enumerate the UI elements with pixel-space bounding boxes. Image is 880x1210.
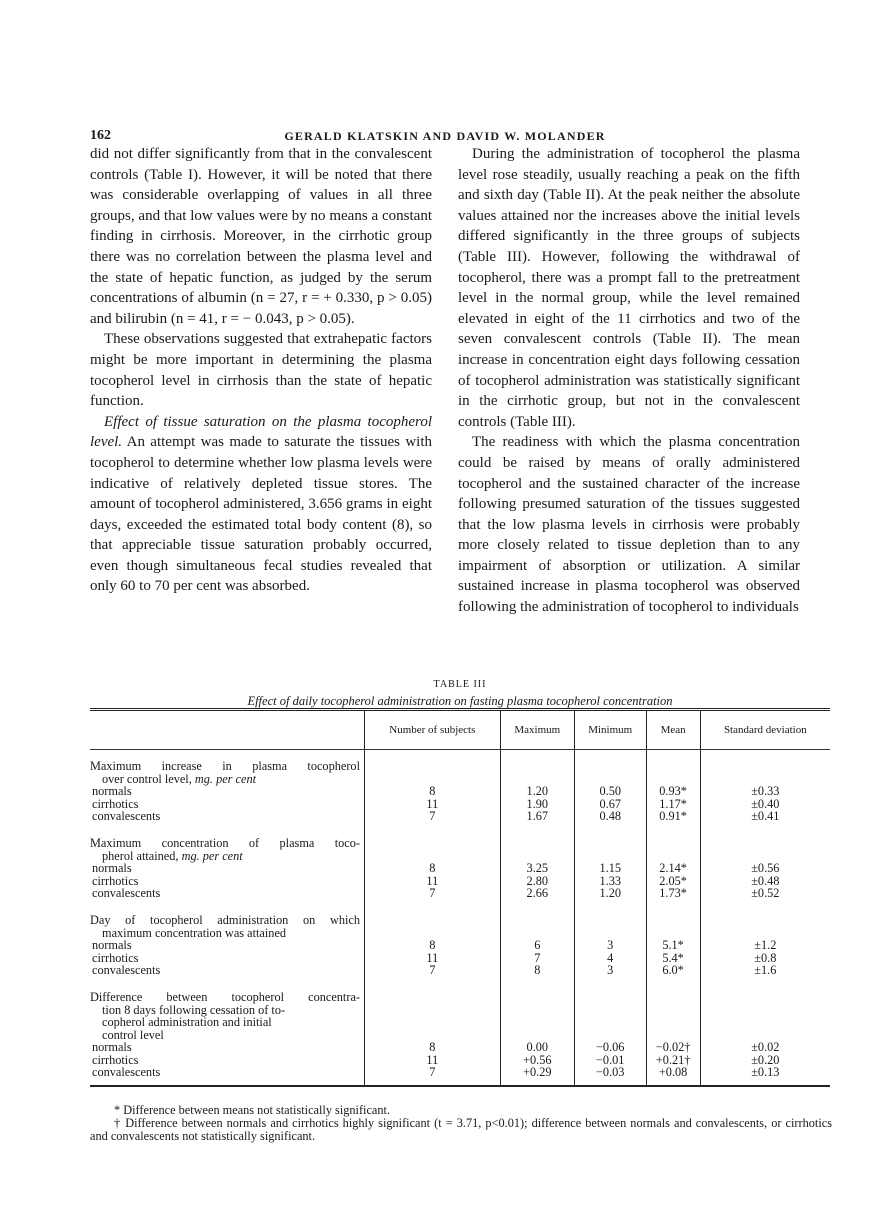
table-cell: 2.14* [646,862,700,875]
table-row [90,798,830,811]
row-label: cirrhotics [92,873,139,888]
row-label: normals [92,938,132,953]
table-cell: 7 [365,964,501,977]
table-cell: 8 [365,939,501,952]
empty-cell [500,823,574,862]
paragraph-text: An attempt was made to saturate the tissues with tocopherol to determine whether low plasma levels were indicative of relatively depleted tissue stores. The amount of tocopherol administered, 3.656 grams in eight days, exceeded the estimated total body content (8), so that appreciable tissue saturation probably occurred, even though simultaneous fecal studies revealed that only 60 to 70 per cent was absorbed. [90,434,432,595]
heading-text: control level [102,1027,164,1042]
group-heading-row [90,977,830,1041]
table-row [90,964,830,977]
table-cell: 11 [365,952,501,965]
table-cell: 5.1* [646,939,700,952]
column-header: Maximum [500,710,574,750]
footnote: † Difference between normals and cirrhotics highly significant (t = 3.71, p<0.01); difference between normals and convalescents, or cirrhotics and convalescents not statistically significant. [90,1116,832,1143]
table-cell: ±0.13 [700,1066,830,1086]
empty-cell [700,900,830,939]
table-cell: +0.29 [500,1066,574,1086]
group-heading-row [90,750,830,786]
page-number: 162 [90,128,111,143]
paragraph: During the administration of tocopherol the plasma level rose steadily, usually reaching a peak on the fifth and sixth day (Table II). At the peak neither the absolute values attained nor the increases above the initial levels differed significantly in the three groups of subjects (Table III). However, following the withdrawal of tocopherol, there was a prompt fall to the pretreatment level in the normal group, while the level remained elevated in eight of the 11 cirrhotics and two of the seven convalescent controls (Table II). The mean increase in concentration eight days following cessation of tocopherol administration was statistically significant in the cirrhotic group, but not in the convalescent controls (Table III). [458,146,800,430]
table-cell: 8 [365,1041,501,1054]
group-heading-row [90,823,830,862]
empty-cell [646,977,700,1041]
empty-cell [574,900,646,939]
heading-text: pherol attained, [102,848,182,863]
table-cell: 0.91* [646,810,700,823]
table-cell: 0.93* [646,785,700,798]
group-heading [90,823,365,862]
row-label: convalescents [92,886,161,901]
row-label: convalescents [92,963,161,978]
empty-cell [365,750,501,786]
empty-cell [646,750,700,786]
table-cell: 8 [500,964,574,977]
table-cell: ±0.8 [700,952,830,965]
footnote: * Difference between means not statistically significant. [114,1103,391,1117]
heading-text: maximum concentration was attained [102,925,287,940]
table-row [90,952,830,965]
table-cell: +0.56 [500,1054,574,1067]
heading-text: Difference between tocopherol concentra- [90,989,360,1004]
table-cell: 7 [500,952,574,965]
section-heading: Effect of tissue saturation on the plasma tocopherol level. [90,413,432,451]
empty-cell [500,750,574,786]
table-cell: 4 [574,952,646,965]
empty-cell [365,823,501,862]
empty-cell [365,977,501,1041]
table-cell: ±0.56 [700,862,830,875]
table-cell: ±0.40 [700,798,830,811]
table-row [90,785,830,798]
table-cell: −0.02† [646,1041,700,1054]
table-cell: 1.15 [574,862,646,875]
empty-cell [700,750,830,786]
group-heading [90,900,365,939]
column-header: Number of subjects [365,710,501,750]
data-table [90,708,830,1087]
column-header: Minimum [574,710,646,750]
table-cell: ±1.2 [700,939,830,952]
table-cell: 0.67 [574,798,646,811]
paragraph: These observations suggested that extrahepatic factors might be more important in determining the plasma tocopherol level in cirrhosis than the state of hepatic function. [90,331,432,410]
empty-cell [574,750,646,786]
row-label: cirrhotics [92,796,139,811]
heading-text: Maximum increase in plasma tocopherol [90,759,360,773]
table-cell: −0.01 [574,1054,646,1067]
table-cell: 2.05* [646,875,700,888]
table-cell: 0.00 [500,1041,574,1054]
table-cell: ±0.33 [700,785,830,798]
paragraph: The readiness with which the plasma concentration could be raised by means of orally administered tocopherol and the sustained character of the increase following presumed saturation of the tissues suggested that the low plasma levels in cirrhosis were probably more closely related to tissue depletion than to any impairment of absorption or utilization. A similar sustained increase in plasma tocopherol was observed following the administration of tocopherol to individuals [458,434,800,616]
table-cell: 1.67 [500,810,574,823]
table-cell: 7 [365,887,501,900]
table-row [90,1066,830,1086]
heading-text: Maximum concentration of plasma toco- [90,835,360,850]
table-row [90,810,830,823]
heading-text: over control level, [102,771,195,786]
table-row [90,1041,830,1054]
empty-cell [500,900,574,939]
table-cell: 1.20 [574,887,646,900]
group-heading [90,977,365,1041]
table-footnotes [90,1104,832,1143]
table-cell: 2.80 [500,875,574,888]
empty-cell [574,823,646,862]
table-cell: −0.06 [574,1041,646,1054]
column-header: Mean [646,710,700,750]
table-cell: 1.73* [646,887,700,900]
table-row [90,939,830,952]
table-cell: 1.20 [500,785,574,798]
row-label: convalescents [92,809,161,824]
table-cell: 3 [574,964,646,977]
row-label: normals [92,861,132,876]
table-cell: 6.0* [646,964,700,977]
table-cell: 5.4* [646,952,700,965]
table-cell: 1.17* [646,798,700,811]
table-cell: 3 [574,939,646,952]
table-cell: 3.25 [500,862,574,875]
heading-text: tion 8 days following cessation of to- [102,1002,286,1017]
table-cell: ±0.52 [700,887,830,900]
row-label: normals [92,784,132,799]
table-cell: 11 [365,798,501,811]
table-row [90,887,830,900]
row-label: cirrhotics [92,1052,139,1067]
table-cell: ±0.02 [700,1041,830,1054]
table-cell: +0.08 [646,1066,700,1086]
empty-cell [646,900,700,939]
table-cell: 7 [365,810,501,823]
heading-text: copherol administration and initial [102,1015,272,1030]
empty-cell [365,900,501,939]
table-label: TABLE III [433,679,487,690]
table-cell: 0.48 [574,810,646,823]
empty-cell [646,823,700,862]
table-cell: 6 [500,939,574,952]
group-heading [90,750,365,786]
table-cell: ±1.6 [700,964,830,977]
table-cell: 8 [365,862,501,875]
table-cell: +0.21† [646,1054,700,1067]
table-row [90,875,830,888]
row-label: normals [92,1040,132,1055]
paragraph [90,412,432,597]
row-label: cirrhotics [92,950,139,965]
table-cell: 2.66 [500,887,574,900]
table-cell: 7 [365,1066,501,1086]
left-column [90,144,432,597]
table-row [90,1054,830,1067]
column-header: Standard deviation [700,710,830,750]
empty-cell [500,977,574,1041]
group-heading-row [90,900,830,939]
empty-cell [700,823,830,862]
empty-cell [574,977,646,1041]
table-row [90,862,830,875]
table-cell: 11 [365,875,501,888]
table-cell: 0.50 [574,785,646,798]
running-head: GERALD KLATSKIN AND DAVID W. MOLANDER [284,129,606,143]
stub-header [90,710,365,750]
right-column [458,144,800,618]
table-cell: ±0.48 [700,875,830,888]
row-label: convalescents [92,1065,161,1080]
table-cell: −0.03 [574,1066,646,1086]
unit-label: mg. per cent [194,771,257,786]
table-cell: 11 [365,1054,501,1067]
table-cell: ±0.41 [700,810,830,823]
table-cell: 1.90 [500,798,574,811]
table-cell: ±0.20 [700,1054,830,1067]
unit-label: mg. per cent [181,848,243,863]
empty-cell [700,977,830,1041]
heading-text: Day of tocopherol administration on which [90,912,360,927]
table-cell: 8 [365,785,501,798]
table-caption: Effect of daily tocopherol administration on fasting plasma tocopherol concentration [247,694,673,708]
paragraph: did not differ significantly from that in the convalescent controls (Table I). However, it will be noted that there was considerable overlapping of values in all three groups, and that low values were by no means a constant finding in cirrhosis. Moreover, in the cirrhotic group there was no correlation between the plasma level and the state of hepatic function, as judged by the serum concentrations of albumin (n = 27, r = + 0.330, p > 0.05) and bilirubin (n = 41, r = − 0.043, p > 0.05). [90,146,432,327]
table-header-row [90,710,830,750]
table-cell: 1.33 [574,875,646,888]
